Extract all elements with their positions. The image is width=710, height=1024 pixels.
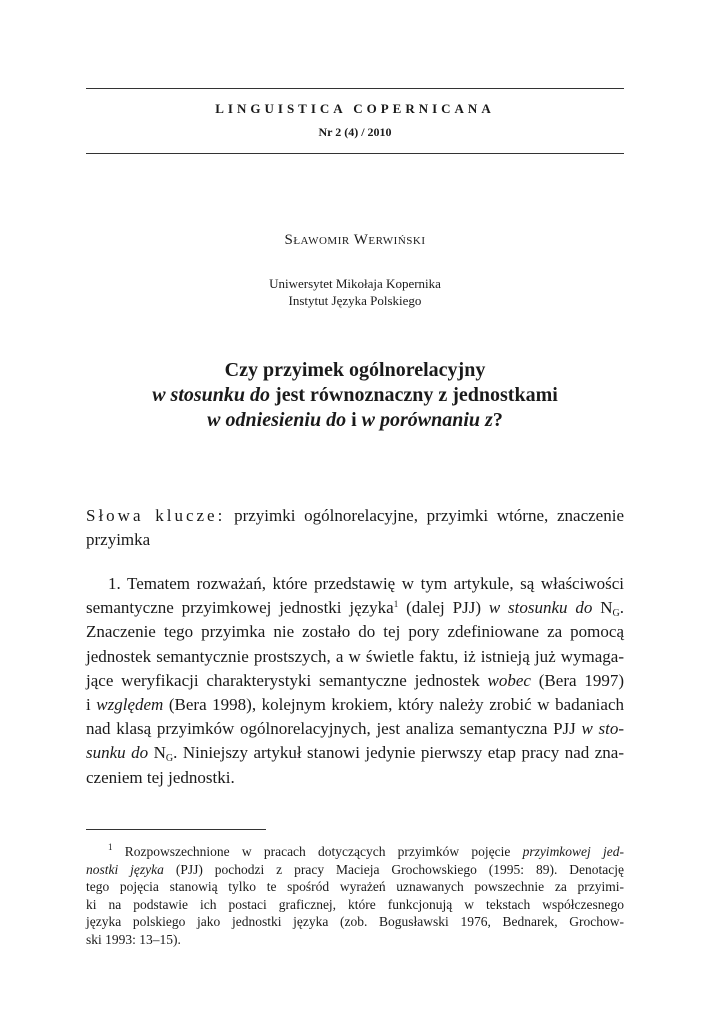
text-run: N <box>148 743 166 763</box>
footnote-line: języka polskiego jako jednostki języka (zob. Bogusławski 1976, Bednarek, Grochow- <box>86 914 624 930</box>
text-run: (PJJ) pochodzi z pracy Macieja Grochowskiego (1995: 89). Denotację <box>163 861 624 877</box>
footnote <box>86 843 624 949</box>
footnote-line: ki na podstawie ich postaci graficznej, które funkcjonują w tekstach współczesnego <box>86 896 624 912</box>
italic-term: sunku do <box>86 743 149 763</box>
text-run: (dalej PJJ) <box>398 598 489 618</box>
paragraph-line <box>86 669 624 693</box>
subscript: G <box>165 753 174 765</box>
affiliation <box>86 275 624 309</box>
title-line-3 <box>86 408 624 433</box>
title-term-w-porownaniu-z: w porównaniu z <box>361 409 493 431</box>
footnote-line <box>86 861 624 879</box>
text-run: semantyczne przyimkowej jednostki języka <box>86 598 394 618</box>
italic-term: przyimkowej jed- <box>522 844 624 859</box>
text-run: . <box>619 598 625 618</box>
paragraph-line: Znaczenie tego przyimka nie zostało do tej pory zdefiniowane za pomocą <box>86 622 624 642</box>
footnote-separator <box>86 829 266 830</box>
text-run: (Bera 1998), kolejnym krokiem, który należy zrobić w badaniach <box>163 695 624 715</box>
paragraph-line <box>86 741 624 765</box>
title-conjunction: i <box>346 409 362 431</box>
italic-term: wobec <box>487 670 531 690</box>
paragraph-line: 1. Tematem rozważań, które przedstawię w tym artykule, są właściwości <box>108 574 624 593</box>
body-paragraph <box>86 572 624 790</box>
footnote-line <box>86 843 624 861</box>
subscript: G <box>612 608 620 620</box>
text-run: . Niniejszy artykuł stanowi jedynie pierwszy etap pracy nad zna- <box>173 743 624 763</box>
title-term-w-odniesieniu-do: w odniesieniu do <box>207 409 347 431</box>
title-term-w-stosunku-do: w stosunku do <box>152 384 271 406</box>
title-question-mark: ? <box>492 409 503 431</box>
paragraph-line <box>86 596 624 620</box>
text-run: N <box>592 598 613 618</box>
title-line-2 <box>86 383 624 408</box>
title-line-1: Czy przyimek ogólnorelacyjny <box>224 359 486 381</box>
paragraph-line: jednostek semantycznie prostszych, a w świetle faktu, iż istnieją już wymaga- <box>86 646 624 666</box>
keywords <box>86 504 624 552</box>
keywords-text: przyimki ogólnorelacyjne, przyimki wtórne, znaczenie przyimka <box>86 506 624 549</box>
text-run: Rozpowszechnione w pracach dotyczących przyimków pojęcie <box>112 844 523 859</box>
issue-number: Nr 2 (4) / 2010 <box>318 125 392 139</box>
italic-term: w stosunku do <box>488 598 593 618</box>
affiliation-institute: Instytut Języka Polskiego <box>288 293 422 308</box>
title-line-2-rest: jest równoznaczny z jednostkami <box>270 384 558 406</box>
paragraph-line <box>86 717 624 741</box>
keywords-label: Słowa klucze: <box>86 506 226 525</box>
italic-term: nostki języka <box>86 861 164 877</box>
paragraph-line <box>86 693 624 717</box>
text-run: jące weryfikacji charakterystyki semantyczne jednostek <box>86 670 488 690</box>
journal-name: LINGUISTICA COPERNICANA <box>215 101 495 116</box>
footnote-line: ski 1993: 13–15). <box>86 931 181 947</box>
affiliation-university: Uniwersytet Mikołaja Kopernika <box>269 276 441 291</box>
text-run: i <box>86 695 97 715</box>
author-name: Sławomir Werwiński <box>284 232 426 248</box>
header-top-rule <box>86 88 624 89</box>
header-bottom-rule <box>86 153 624 154</box>
footnote-ref: 1 <box>393 599 399 610</box>
text-run: nad klasą przyimków ogólnorelacyjnych, jest analiza semantyczna PJJ <box>86 719 582 739</box>
text-run: (Bera 1997) <box>530 670 624 690</box>
italic-term: w sto- <box>581 719 624 739</box>
footnote-number: 1 <box>108 842 113 852</box>
article-title <box>86 358 624 433</box>
italic-term: względem <box>96 695 164 715</box>
footnote-line: tego pojęcia stanowią tylko te spośród wyrażeń uznawanych powszechnie za przyimi- <box>86 879 624 895</box>
paragraph-line: czeniem tej jednostki. <box>86 767 235 787</box>
